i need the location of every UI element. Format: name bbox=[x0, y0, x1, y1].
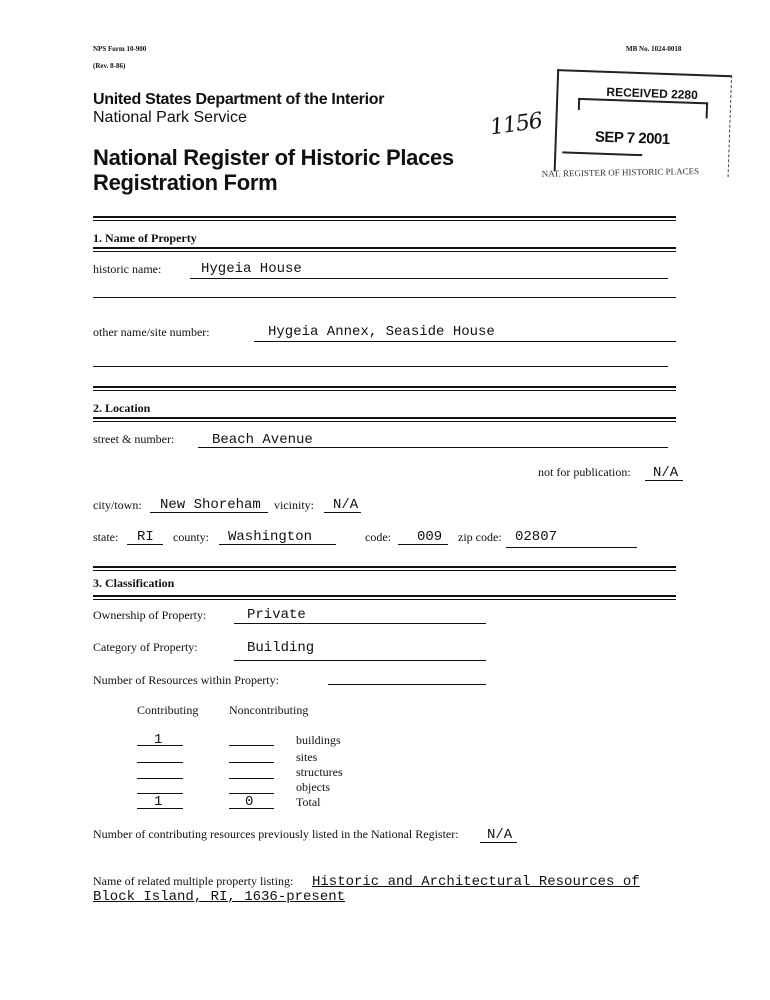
noncontributing-header: Noncontributing bbox=[229, 703, 309, 717]
vicinity-label: vicinity: bbox=[274, 498, 314, 512]
code-label: code: bbox=[365, 530, 391, 544]
prev-listed-label: Number of contributing resources previously listed in the National Register: bbox=[93, 827, 459, 841]
prev-listed-value: N/A bbox=[487, 827, 513, 843]
field-underline bbox=[480, 842, 517, 843]
section-divider bbox=[93, 247, 676, 252]
nfp-label: not for publication: bbox=[538, 465, 631, 479]
section1-heading: 1. Name of Property bbox=[93, 231, 197, 245]
city-label: city/town: bbox=[93, 498, 142, 512]
other-names-label: other name/site number: bbox=[93, 325, 210, 339]
code-value: 009 bbox=[417, 529, 443, 545]
zip-value: 02807 bbox=[515, 529, 558, 545]
form-title-line2: Registration Form bbox=[93, 170, 278, 195]
stamp-received: RECEIVED 2280 bbox=[606, 84, 699, 103]
section-divider bbox=[93, 216, 676, 221]
field-line bbox=[93, 297, 676, 298]
field-underline bbox=[219, 544, 336, 545]
section-divider bbox=[93, 386, 676, 391]
ownership-label: Ownership of Property: bbox=[93, 608, 207, 622]
street-value: Beach Avenue bbox=[212, 432, 313, 448]
category-label: Category of Property: bbox=[93, 640, 198, 654]
state-value: RI bbox=[137, 529, 154, 545]
field-underline bbox=[150, 512, 268, 513]
category-value: Building bbox=[247, 640, 315, 656]
noncontributing-total: 0 bbox=[245, 794, 254, 810]
revision: (Rev. 8-86) bbox=[93, 62, 126, 70]
field-underline bbox=[398, 544, 448, 545]
field-underline bbox=[506, 547, 637, 548]
form-title-line1: National Register of Historic Places bbox=[93, 145, 454, 170]
field-underline bbox=[234, 660, 486, 661]
mpl-value-line1: Historic and Architectural Resources of bbox=[312, 874, 640, 890]
form-number: NPS Form 10-900 bbox=[93, 45, 147, 53]
ownership-value: Private bbox=[247, 607, 306, 623]
city-value: New Shoreham bbox=[160, 497, 261, 513]
contributing-header: Contributing bbox=[137, 703, 199, 717]
county-label: county: bbox=[173, 530, 209, 544]
nfp-value: N/A bbox=[653, 465, 679, 481]
department-name: United States Department of the Interior bbox=[93, 91, 385, 108]
stamp-register: NAT. REGISTER OF HISTORIC PLACES bbox=[541, 166, 700, 179]
county-value: Washington bbox=[228, 529, 313, 545]
stamp-date: SEP 7 2001 bbox=[594, 128, 670, 149]
other-names-value: Hygeia Annex, Seaside House bbox=[268, 324, 495, 340]
contributing-buildings: 1 bbox=[154, 732, 163, 748]
field-line bbox=[93, 366, 668, 367]
state-label: state: bbox=[93, 530, 119, 544]
section3-heading: 3. Classification bbox=[93, 576, 175, 590]
vicinity-value: N/A bbox=[333, 497, 359, 513]
contributing-total: 1 bbox=[154, 794, 163, 810]
field-underline bbox=[127, 544, 163, 545]
handwritten-number: 1156 bbox=[488, 108, 544, 141]
section2-heading: 2. Location bbox=[93, 401, 151, 415]
historic-name-value: Hygeia House bbox=[201, 261, 302, 277]
field-underline bbox=[324, 512, 361, 513]
field-underline bbox=[254, 341, 676, 342]
row-label: buildings bbox=[296, 733, 341, 747]
field-underline bbox=[198, 447, 668, 448]
omb-number: MB No. 1024-0018 bbox=[626, 45, 682, 53]
row-label: Total bbox=[296, 795, 321, 809]
row-label: sites bbox=[296, 750, 318, 764]
street-label: street & number: bbox=[93, 432, 175, 446]
field-underline bbox=[234, 623, 486, 624]
field-underline bbox=[328, 684, 486, 685]
field-underline bbox=[190, 278, 668, 279]
row-label: objects bbox=[296, 780, 330, 794]
row-label: structures bbox=[296, 765, 343, 779]
service-name: National Park Service bbox=[93, 109, 247, 126]
mpl-value-line2: Block Island, RI, 1636-present bbox=[93, 889, 346, 905]
section-divider bbox=[93, 595, 676, 600]
resources-label: Number of Resources within Property: bbox=[93, 673, 279, 687]
mpl-label: Name of related multiple property listing: bbox=[93, 874, 294, 888]
field-underline bbox=[645, 480, 683, 481]
section-divider bbox=[93, 566, 676, 571]
received-stamp bbox=[541, 67, 735, 202]
section-divider bbox=[93, 417, 676, 422]
historic-name-label: historic name: bbox=[93, 262, 162, 276]
zip-label: zip code: bbox=[458, 530, 502, 544]
